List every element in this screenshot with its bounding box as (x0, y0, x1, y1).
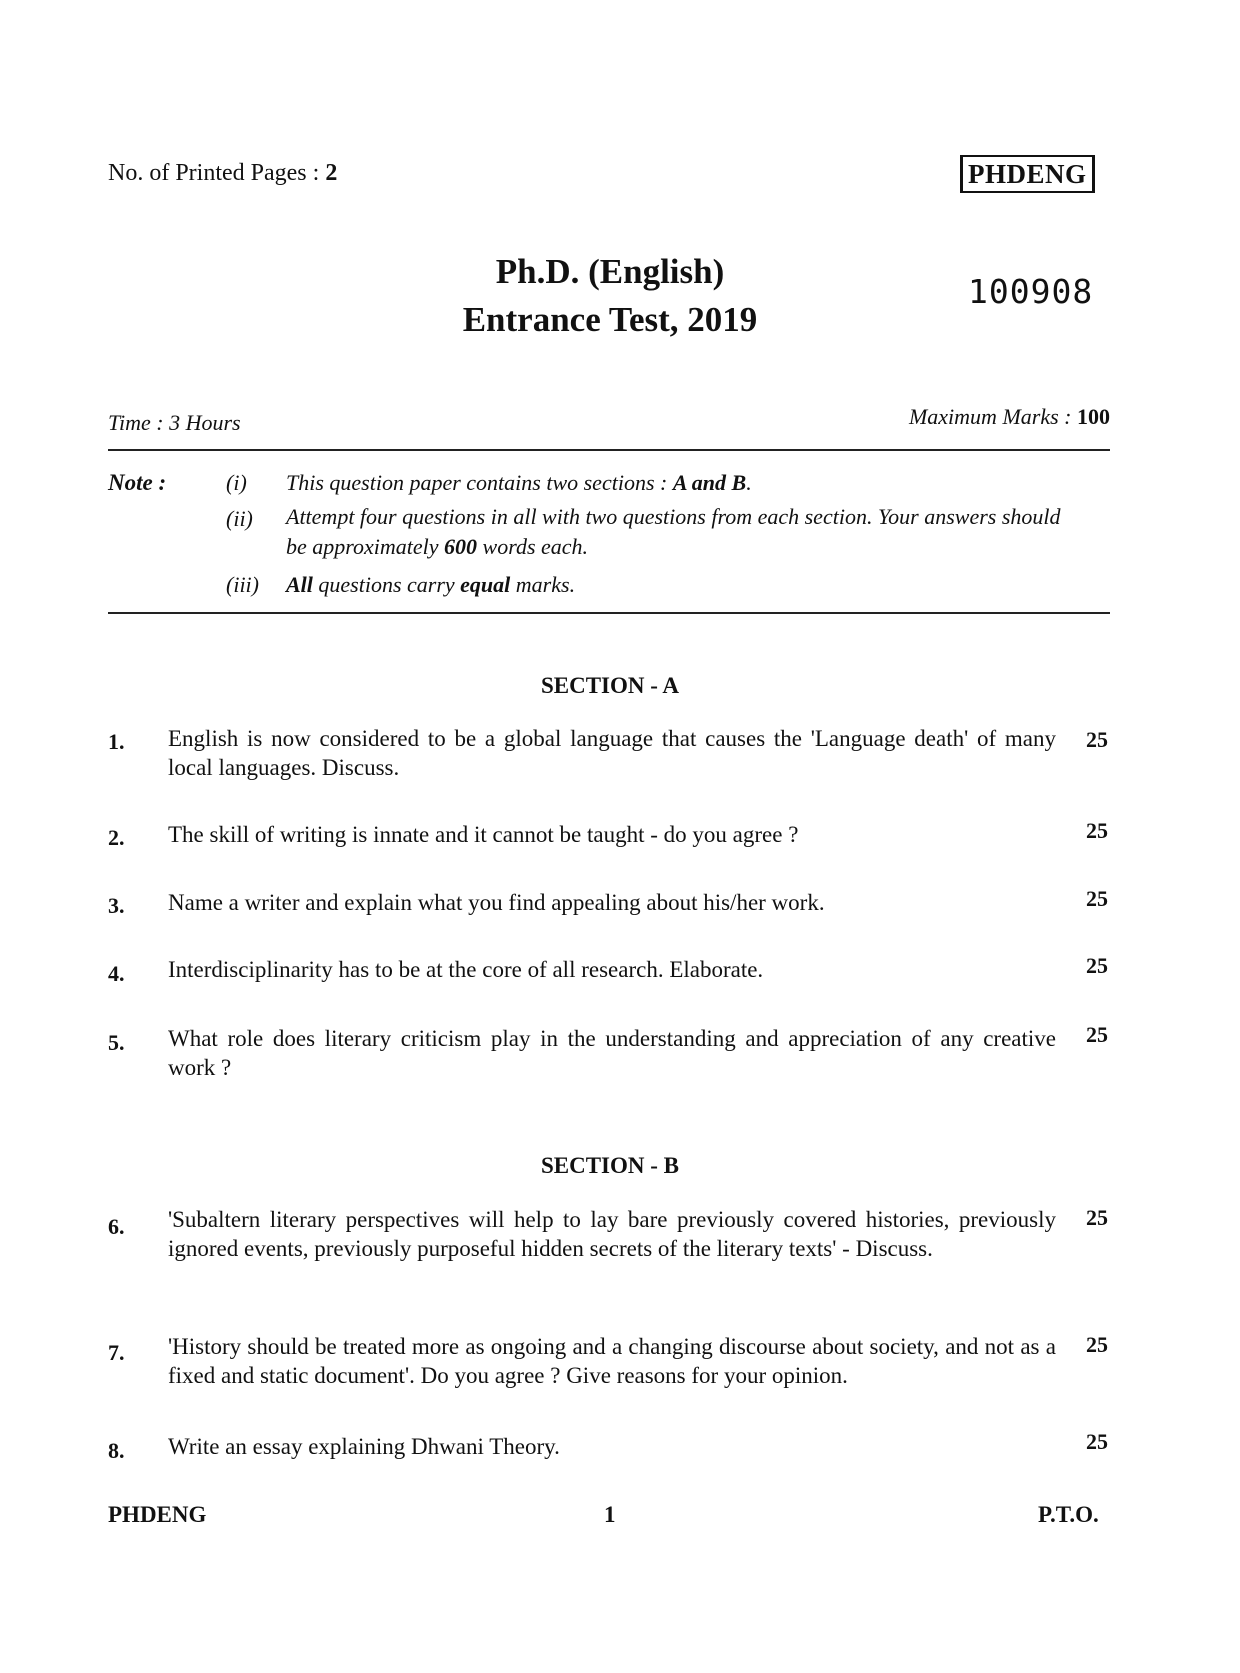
question-text: The skill of writing is innate and it cannot be taught - do you agree ? (168, 822, 799, 847)
note-text-bold: equal (460, 572, 511, 597)
note-text-part: words each. (477, 534, 589, 559)
note-text-bold: A and B (672, 470, 747, 495)
question-text: Write an essay explaining Dhwani Theory. (168, 1434, 560, 1459)
note-text-bold: 600 (444, 534, 478, 559)
note-text-part: Attempt four questions in all with two questions from each section. Your answers should be approximately (286, 504, 1061, 559)
question-text: Name a writer and explain what you find appealing about his/her work. (168, 890, 825, 915)
exam-subtitle: Entrance Test, 2019 (462, 300, 758, 339)
note-top-divider (108, 449, 1110, 451)
question-number: 1. (108, 729, 125, 754)
note-bottom-divider (108, 612, 1110, 614)
serial-number: 100908 (968, 272, 1094, 311)
max-marks-value: 100 (1077, 404, 1110, 429)
question-marks: 25 (1086, 886, 1108, 911)
footer-pto: P.T.O. (1038, 1502, 1099, 1527)
note-item-text (286, 468, 1066, 498)
note-text-part: This question paper contains two sections : (286, 470, 673, 495)
time-allowed: Time : 3 Hours (108, 410, 241, 435)
note-item-text (286, 502, 1066, 562)
note-label: Note : (108, 470, 167, 495)
question-marks: 25 (1086, 818, 1108, 843)
question-number: 5. (108, 1030, 125, 1055)
question-text: 'Subaltern literary perspectives will help to lay bare previously covered histories, previously ignored events, previously purposeful hidden secrets of the literary texts' - Discuss. (168, 1207, 1056, 1261)
question-marks: 25 (1086, 1429, 1108, 1454)
note-item-text (286, 570, 1066, 600)
note-item-number: (iii) (226, 572, 259, 597)
question-number: 3. (108, 893, 125, 918)
question-number: 6. (108, 1214, 125, 1239)
exam-title: Ph.D. (English) (495, 252, 725, 291)
question-text: 'History should be treated more as ongoing and a changing discourse about society, and not as a fixed and static document'. Do you agree ? Give reasons for your opinion. (168, 1334, 1056, 1388)
question-text: What role does literary criticism play in the understanding and appreciation of any creative work ? (168, 1026, 1056, 1080)
note-text-part: marks. (510, 572, 576, 597)
printed-pages-label: No. of Printed Pages : (108, 160, 320, 186)
question-marks: 25 (1086, 1332, 1108, 1357)
footer-page-number: 1 (604, 1502, 616, 1527)
printed-pages-value: 2 (325, 160, 338, 186)
question-number: 8. (108, 1438, 125, 1463)
question-marks: 25 (1086, 1205, 1108, 1230)
note-item-number: (i) (226, 470, 247, 495)
max-marks-label: Maximum Marks : (908, 404, 1072, 429)
section-b-heading: SECTION - B (540, 1153, 680, 1178)
question-text: Interdisciplinarity has to be at the core of all research. Elaborate. (168, 957, 764, 982)
question-marks: 25 (1086, 1022, 1108, 1047)
maximum-marks (909, 404, 1110, 430)
note-text-part: questions carry (312, 572, 461, 597)
printed-pages (108, 160, 337, 187)
question-number: 4. (108, 961, 125, 986)
question-number: 2. (108, 825, 125, 850)
question-marks: 25 (1086, 727, 1108, 752)
note-text-part: . (746, 470, 752, 495)
section-a-heading: SECTION - A (540, 673, 680, 698)
note-text-bold: All (286, 572, 313, 597)
question-number: 7. (108, 1340, 125, 1365)
footer-paper-code: PHDENG (108, 1502, 207, 1527)
paper-code-box: PHDENG (960, 155, 1095, 193)
note-item-number: (ii) (226, 506, 253, 531)
question-marks: 25 (1086, 953, 1108, 978)
question-text: English is now considered to be a global language that causes the 'Language death' of many local languages. Discuss. (168, 726, 1056, 780)
